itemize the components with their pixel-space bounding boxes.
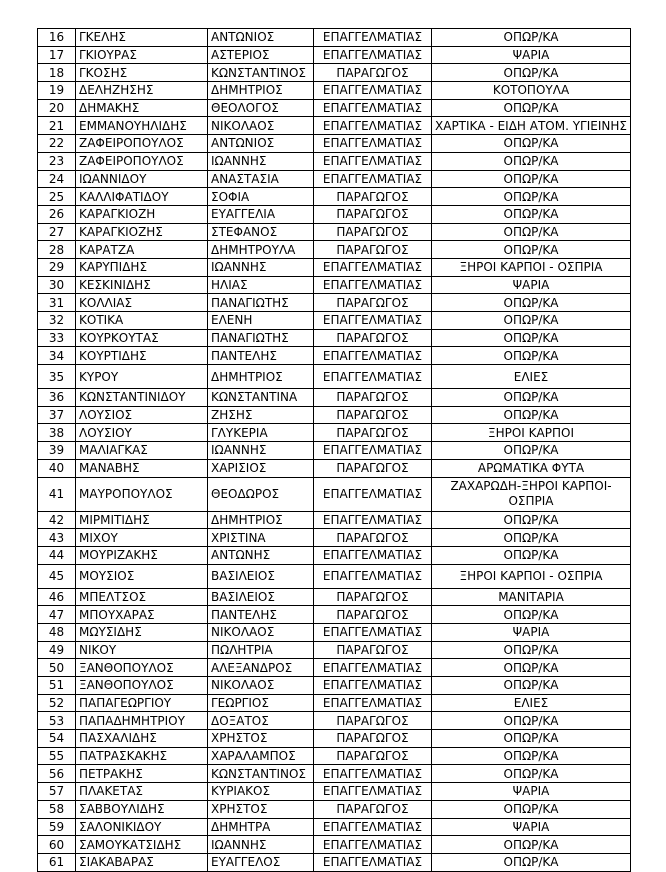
table-row — [38, 29, 631, 47]
product-cell: ΞΗΡΟΙ ΚΑΡΠΟΙ - ΟΣΠΡΙΑ — [432, 258, 631, 276]
table-row — [38, 747, 631, 765]
surname-cell: ΜΑΥΡΟΠΟΥΛΟΣ — [76, 477, 208, 511]
row-number-cell: 16 — [38, 29, 76, 47]
surname-cell: ΕΜΜΑΝΟΥΗΛΙΔΗΣ — [76, 117, 208, 135]
surname-cell: ΠΑΠΑΔΗΜΗΤΡΙΟΥ — [76, 712, 208, 730]
first-name-cell: ΔΟΞΑΤΟΣ — [208, 712, 314, 730]
surname-cell: ΣΑΛΟΝΙΚΙΔΟΥ — [76, 818, 208, 836]
category-cell: ΕΠΑΓΓΕΛΜΑΤΙΑΣ — [314, 765, 432, 783]
table-row — [38, 442, 631, 460]
surname-cell: ΝΙΚΟΥ — [76, 641, 208, 659]
category-cell: ΕΠΑΓΓΕΛΜΑΤΙΑΣ — [314, 677, 432, 695]
product-cell: ΟΠΩΡ/ΚΑ — [432, 442, 631, 460]
category-cell: ΠΑΡΑΓΩΓΟΣ — [314, 712, 432, 730]
first-name-cell: ΑΝΤΩΝΗΣ — [208, 546, 314, 564]
row-number-cell: 56 — [38, 765, 76, 783]
table-row — [38, 258, 631, 276]
product-cell: ΟΠΩΡ/ΚΑ — [432, 836, 631, 854]
vendor-table-body — [38, 29, 631, 872]
category-cell: ΕΠΑΓΓΕΛΜΑΤΙΑΣ — [314, 694, 432, 712]
row-number-cell: 57 — [38, 783, 76, 801]
first-name-cell: ΒΑΣΙΛΕΙΟΣ — [208, 588, 314, 606]
first-name-cell: ΧΡΙΣΤΙΝΑ — [208, 529, 314, 547]
category-cell: ΠΑΡΑΓΩΓΟΣ — [314, 188, 432, 206]
surname-cell: ΔΕΛΗΖΗΣΗΣ — [76, 82, 208, 100]
row-number-cell: 43 — [38, 529, 76, 547]
surname-cell: ΛΟΥΣΙΟΥ — [76, 424, 208, 442]
product-cell: ΟΠΩΡ/ΚΑ — [432, 730, 631, 748]
category-cell: ΠΑΡΑΓΩΓΟΣ — [314, 424, 432, 442]
surname-cell: ΠΑΣΧΑΛΙΔΗΣ — [76, 730, 208, 748]
product-cell: ΧΑΡΤΙΚΑ - ΕΙΔΗ ΑΤΟΜ. ΥΓΙΕΙΝΗΣ — [432, 117, 631, 135]
row-number-cell: 49 — [38, 641, 76, 659]
product-cell: ΨΑΡΙΑ — [432, 46, 631, 64]
table-row — [38, 836, 631, 854]
surname-cell: ΚΕΣΚΙΝΙΔΗΣ — [76, 276, 208, 294]
first-name-cell: ΑΣΤΕΡΙΟΣ — [208, 46, 314, 64]
first-name-cell: ΕΥΑΓΓΕΛΟΣ — [208, 853, 314, 871]
table-row — [38, 99, 631, 117]
category-cell: ΕΠΑΓΓΕΛΜΑΤΙΑΣ — [314, 442, 432, 460]
row-number-cell: 46 — [38, 588, 76, 606]
surname-cell: ΣΑΒΒΟΥΛΙΔΗΣ — [76, 800, 208, 818]
product-cell: ΟΠΩΡ/ΚΑ — [432, 406, 631, 424]
table-row — [38, 188, 631, 206]
category-cell: ΕΠΑΓΓΕΛΜΑΤΙΑΣ — [314, 82, 432, 100]
row-number-cell: 18 — [38, 64, 76, 82]
first-name-cell: ΚΩΝΣΤΑΝΤΙΝΟΣ — [208, 765, 314, 783]
first-name-cell: ΣΤΕΦΑΝΟΣ — [208, 223, 314, 241]
first-name-cell: ΘΕΟΔΩΡΟΣ — [208, 477, 314, 511]
row-number-cell: 58 — [38, 800, 76, 818]
row-number-cell: 53 — [38, 712, 76, 730]
category-cell: ΕΠΑΓΓΕΛΜΑΤΙΑΣ — [314, 117, 432, 135]
surname-cell: ΖΑΦΕΙΡΟΠΟΥΛΟΣ — [76, 152, 208, 170]
first-name-cell: ΓΕΩΡΓΙΟΣ — [208, 694, 314, 712]
product-cell: ΕΛΙΕΣ — [432, 694, 631, 712]
surname-cell: ΠΑΤΡΑΣΚΑΚΗΣ — [76, 747, 208, 765]
category-cell: ΠΑΡΑΓΩΓΟΣ — [314, 606, 432, 624]
product-cell: ΟΠΩΡ/ΚΑ — [432, 800, 631, 818]
row-number-cell: 32 — [38, 312, 76, 330]
table-row — [38, 424, 631, 442]
row-number-cell: 52 — [38, 694, 76, 712]
first-name-cell: ΘΕΟΛΟΓΟΣ — [208, 99, 314, 117]
row-number-cell: 20 — [38, 99, 76, 117]
table-row — [38, 783, 631, 801]
table-row — [38, 347, 631, 365]
row-number-cell: 60 — [38, 836, 76, 854]
surname-cell: ΚΑΡΑΓΚΙΟΖΗΣ — [76, 223, 208, 241]
row-number-cell: 28 — [38, 241, 76, 259]
surname-cell: ΜΑΛΙΑΓΚΑΣ — [76, 442, 208, 460]
surname-cell: ΓΚΙΟΥΡΑΣ — [76, 46, 208, 64]
surname-cell: ΣΑΜΟΥΚΑΤΣΙΔΗΣ — [76, 836, 208, 854]
row-number-cell: 29 — [38, 258, 76, 276]
row-number-cell: 54 — [38, 730, 76, 748]
table-row — [38, 511, 631, 529]
category-cell: ΠΑΡΑΓΩΓΟΣ — [314, 588, 432, 606]
product-cell: ΟΠΩΡ/ΚΑ — [432, 99, 631, 117]
product-cell: ΟΠΩΡ/ΚΑ — [432, 170, 631, 188]
table-row — [38, 546, 631, 564]
surname-cell: ΜΙΧΟΥ — [76, 529, 208, 547]
table-row — [38, 205, 631, 223]
product-cell: ΑΡΩΜΑΤΙΚΑ ΦΥΤΑ — [432, 459, 631, 477]
surname-cell: ΞΑΝΘΟΠΟΥΛΟΣ — [76, 677, 208, 695]
table-row — [38, 712, 631, 730]
product-cell: ΟΠΩΡ/ΚΑ — [432, 606, 631, 624]
first-name-cell: ΝΙΚΟΛΑΟΣ — [208, 117, 314, 135]
first-name-cell: ΝΙΚΟΛΑΟΣ — [208, 623, 314, 641]
first-name-cell: ΚΩΝΣΤΑΝΤΙΝΑ — [208, 389, 314, 407]
table-row — [38, 694, 631, 712]
first-name-cell: ΑΝΤΩΝΙΟΣ — [208, 29, 314, 47]
product-cell: ΟΠΩΡ/ΚΑ — [432, 329, 631, 347]
table-row — [38, 170, 631, 188]
table-row — [38, 588, 631, 606]
surname-cell: ΚΑΛΛΙΦΑΤΙΔΟΥ — [76, 188, 208, 206]
product-cell: ΟΠΩΡ/ΚΑ — [432, 347, 631, 365]
category-cell: ΠΑΡΑΓΩΓΟΣ — [314, 459, 432, 477]
surname-cell: ΚΑΡΑΓΚΙΟΖΗ — [76, 205, 208, 223]
row-number-cell: 41 — [38, 477, 76, 511]
table-row — [38, 477, 631, 511]
category-cell: ΕΠΑΓΓΕΛΜΑΤΙΑΣ — [314, 170, 432, 188]
product-cell: ΟΠΩΡ/ΚΑ — [432, 659, 631, 677]
table-row — [38, 564, 631, 588]
surname-cell: ΚΟΥΡΤΙΔΗΣ — [76, 347, 208, 365]
vendor-table — [37, 28, 631, 872]
surname-cell: ΠΛΑΚΕΤΑΣ — [76, 783, 208, 801]
row-number-cell: 39 — [38, 442, 76, 460]
table-row — [38, 459, 631, 477]
category-cell: ΕΠΑΓΓΕΛΜΑΤΙΑΣ — [314, 818, 432, 836]
row-number-cell: 21 — [38, 117, 76, 135]
row-number-cell: 42 — [38, 511, 76, 529]
row-number-cell: 31 — [38, 294, 76, 312]
first-name-cell: ΧΑΡΑΛΑΜΠΟΣ — [208, 747, 314, 765]
first-name-cell: ΠΑΝΤΕΛΗΣ — [208, 606, 314, 624]
table-row — [38, 64, 631, 82]
table-row — [38, 312, 631, 330]
first-name-cell: ΙΩΑΝΝΗΣ — [208, 836, 314, 854]
category-cell: ΕΠΑΓΓΕΛΜΑΤΙΑΣ — [314, 365, 432, 389]
row-number-cell: 50 — [38, 659, 76, 677]
table-row — [38, 623, 631, 641]
category-cell: ΕΠΑΓΓΕΛΜΑΤΙΑΣ — [314, 312, 432, 330]
table-row — [38, 606, 631, 624]
surname-cell: ΚΟΥΡΚΟΥΤΑΣ — [76, 329, 208, 347]
row-number-cell: 51 — [38, 677, 76, 695]
table-row — [38, 818, 631, 836]
row-number-cell: 23 — [38, 152, 76, 170]
category-cell: ΠΑΡΑΓΩΓΟΣ — [314, 641, 432, 659]
first-name-cell: ΠΩΛΗΤΡΙΑ — [208, 641, 314, 659]
surname-cell: ΚΩΝΣΤΑΝΤΙΝΙΔΟΥ — [76, 389, 208, 407]
product-cell: ΟΠΩΡ/ΚΑ — [432, 511, 631, 529]
surname-cell: ΠΕΤΡΑΚΗΣ — [76, 765, 208, 783]
first-name-cell: ΔΗΜΗΤΡΙΟΣ — [208, 82, 314, 100]
table-row — [38, 241, 631, 259]
table-row — [38, 365, 631, 389]
category-cell: ΕΠΑΓΓΕΛΜΑΤΙΑΣ — [314, 564, 432, 588]
product-cell: ΨΑΡΙΑ — [432, 276, 631, 294]
category-cell: ΕΠΑΓΓΕΛΜΑΤΙΑΣ — [314, 347, 432, 365]
vendor-table-container — [37, 28, 631, 872]
surname-cell: ΚΑΡΥΠΙΔΗΣ — [76, 258, 208, 276]
first-name-cell: ΒΑΣΙΛΕΙΟΣ — [208, 564, 314, 588]
product-cell: ΞΗΡΟΙ ΚΑΡΠΟΙ — [432, 424, 631, 442]
row-number-cell: 36 — [38, 389, 76, 407]
row-number-cell: 34 — [38, 347, 76, 365]
category-cell: ΠΑΡΑΓΩΓΟΣ — [314, 730, 432, 748]
table-row — [38, 853, 631, 871]
surname-cell: ΜΙΡΜΙΤΙΔΗΣ — [76, 511, 208, 529]
surname-cell: ΜΠΟΥΧΑΡΑΣ — [76, 606, 208, 624]
category-cell: ΕΠΑΓΓΕΛΜΑΤΙΑΣ — [314, 258, 432, 276]
category-cell: ΠΑΡΑΓΩΓΟΣ — [314, 294, 432, 312]
product-cell: ΟΠΩΡ/ΚΑ — [432, 712, 631, 730]
row-number-cell: 24 — [38, 170, 76, 188]
product-cell: ΞΗΡΟΙ ΚΑΡΠΟΙ - ΟΣΠΡΙΑ — [432, 564, 631, 588]
product-cell: ΟΠΩΡ/ΚΑ — [432, 64, 631, 82]
first-name-cell: ΗΛΙΑΣ — [208, 276, 314, 294]
product-cell: ΜΑΝΙΤΑΡΙΑ — [432, 588, 631, 606]
first-name-cell: ΔΗΜΗΤΡΑ — [208, 818, 314, 836]
row-number-cell: 61 — [38, 853, 76, 871]
product-cell: ΟΠΩΡ/ΚΑ — [432, 389, 631, 407]
category-cell: ΕΠΑΓΓΕΛΜΑΤΙΑΣ — [314, 546, 432, 564]
category-cell: ΠΑΡΑΓΩΓΟΣ — [314, 205, 432, 223]
first-name-cell: ΝΙΚΟΛΑΟΣ — [208, 677, 314, 695]
table-row — [38, 659, 631, 677]
row-number-cell: 37 — [38, 406, 76, 424]
row-number-cell: 33 — [38, 329, 76, 347]
surname-cell: ΠΑΠΑΓΕΩΡΓΙΟΥ — [76, 694, 208, 712]
category-cell: ΠΑΡΑΓΩΓΟΣ — [314, 800, 432, 818]
category-cell: ΕΠΑΓΓΕΛΜΑΤΙΑΣ — [314, 29, 432, 47]
category-cell: ΠΑΡΑΓΩΓΟΣ — [314, 406, 432, 424]
first-name-cell: ΙΩΑΝΝΗΣ — [208, 258, 314, 276]
row-number-cell: 22 — [38, 135, 76, 153]
row-number-cell: 59 — [38, 818, 76, 836]
product-cell: ΟΠΩΡ/ΚΑ — [432, 223, 631, 241]
category-cell: ΠΑΡΑΓΩΓΟΣ — [314, 389, 432, 407]
surname-cell: ΜΟΥΣΙΟΣ — [76, 564, 208, 588]
first-name-cell: ΙΩΑΝΝΗΣ — [208, 152, 314, 170]
table-row — [38, 389, 631, 407]
category-cell: ΕΠΑΓΓΕΛΜΑΤΙΑΣ — [314, 623, 432, 641]
row-number-cell: 19 — [38, 82, 76, 100]
first-name-cell: ΑΝΑΣΤΑΣΙΑ — [208, 170, 314, 188]
surname-cell: ΚΟΤΙΚΑ — [76, 312, 208, 330]
category-cell: ΠΑΡΑΓΩΓΟΣ — [314, 529, 432, 547]
table-row — [38, 406, 631, 424]
row-number-cell: 27 — [38, 223, 76, 241]
surname-cell: ΜΑΝΑΒΗΣ — [76, 459, 208, 477]
surname-cell: ΓΚΕΛΗΣ — [76, 29, 208, 47]
surname-cell: ΓΚΟΣΗΣ — [76, 64, 208, 82]
product-cell: ΟΠΩΡ/ΚΑ — [432, 152, 631, 170]
surname-cell: ΚΟΛΛΙΑΣ — [76, 294, 208, 312]
row-number-cell: 35 — [38, 365, 76, 389]
category-cell: ΕΠΑΓΓΕΛΜΑΤΙΑΣ — [314, 783, 432, 801]
row-number-cell: 47 — [38, 606, 76, 624]
first-name-cell: ΣΟΦΙΑ — [208, 188, 314, 206]
surname-cell: ΔΗΜΑΚΗΣ — [76, 99, 208, 117]
surname-cell: ΙΩΑΝΝΙΔΟΥ — [76, 170, 208, 188]
row-number-cell: 30 — [38, 276, 76, 294]
product-cell: ΟΠΩΡ/ΚΑ — [432, 188, 631, 206]
table-row — [38, 730, 631, 748]
table-row — [38, 135, 631, 153]
product-cell: ΟΠΩΡ/ΚΑ — [432, 641, 631, 659]
surname-cell: ΖΑΦΕΙΡΟΠΟΥΛΟΣ — [76, 135, 208, 153]
table-row — [38, 294, 631, 312]
category-cell: ΠΑΡΑΓΩΓΟΣ — [314, 329, 432, 347]
category-cell: ΕΠΑΓΓΕΛΜΑΤΙΑΣ — [314, 477, 432, 511]
surname-cell: ΜΟΥΡΙΖΑΚΗΣ — [76, 546, 208, 564]
product-cell: ΟΠΩΡ/ΚΑ — [432, 241, 631, 259]
product-cell: ΟΠΩΡ/ΚΑ — [432, 312, 631, 330]
product-cell: ΟΠΩΡ/ΚΑ — [432, 677, 631, 695]
product-cell: ΨΑΡΙΑ — [432, 623, 631, 641]
product-cell: ΟΠΩΡ/ΚΑ — [432, 765, 631, 783]
product-cell: ΟΠΩΡ/ΚΑ — [432, 29, 631, 47]
surname-cell: ΛΟΥΣΙΟΣ — [76, 406, 208, 424]
surname-cell: ΞΑΝΘΟΠΟΥΛΟΣ — [76, 659, 208, 677]
category-cell: ΕΠΑΓΓΕΛΜΑΤΙΑΣ — [314, 511, 432, 529]
product-cell: ΨΑΡΙΑ — [432, 818, 631, 836]
surname-cell: ΚΑΡΑΤΖΑ — [76, 241, 208, 259]
product-cell: ΟΠΩΡ/ΚΑ — [432, 853, 631, 871]
table-row — [38, 677, 631, 695]
first-name-cell: ΙΩΑΝΝΗΣ — [208, 442, 314, 460]
table-row — [38, 117, 631, 135]
category-cell: ΠΑΡΑΓΩΓΟΣ — [314, 747, 432, 765]
table-row — [38, 276, 631, 294]
first-name-cell: ΑΝΤΩΝΙΟΣ — [208, 135, 314, 153]
category-cell: ΕΠΑΓΓΕΛΜΑΤΙΑΣ — [314, 99, 432, 117]
category-cell: ΠΑΡΑΓΩΓΟΣ — [314, 223, 432, 241]
first-name-cell: ΕΛΕΝΗ — [208, 312, 314, 330]
row-number-cell: 38 — [38, 424, 76, 442]
surname-cell: ΜΠΕΛΤΣΟΣ — [76, 588, 208, 606]
first-name-cell: ΧΡΗΣΤΟΣ — [208, 730, 314, 748]
table-row — [38, 152, 631, 170]
category-cell: ΕΠΑΓΓΕΛΜΑΤΙΑΣ — [314, 853, 432, 871]
product-cell: ΟΠΩΡ/ΚΑ — [432, 205, 631, 223]
category-cell: ΕΠΑΓΓΕΛΜΑΤΙΑΣ — [314, 276, 432, 294]
first-name-cell: ΠΑΝΑΓΙΩΤΗΣ — [208, 329, 314, 347]
first-name-cell: ΠΑΝΑΓΙΩΤΗΣ — [208, 294, 314, 312]
first-name-cell: ΔΗΜΗΤΡΟΥΛΑ — [208, 241, 314, 259]
row-number-cell: 40 — [38, 459, 76, 477]
row-number-cell: 45 — [38, 564, 76, 588]
first-name-cell: ΔΗΜΗΤΡΙΟΣ — [208, 511, 314, 529]
product-cell: ΖΑΧΑΡΩΔΗ-ΞΗΡΟΙ ΚΑΡΠΟΙ-ΟΣΠΡΙΑ — [432, 477, 631, 511]
product-cell: ΟΠΩΡ/ΚΑ — [432, 135, 631, 153]
category-cell: ΕΠΑΓΓΕΛΜΑΤΙΑΣ — [314, 46, 432, 64]
first-name-cell: ΓΛΥΚΕΡΙΑ — [208, 424, 314, 442]
row-number-cell: 26 — [38, 205, 76, 223]
first-name-cell: ΔΗΜΗΤΡΙΟΣ — [208, 365, 314, 389]
first-name-cell: ΑΛΕΞΑΝΔΡΟΣ — [208, 659, 314, 677]
first-name-cell: ΠΑΝΤΕΛΗΣ — [208, 347, 314, 365]
row-number-cell: 44 — [38, 546, 76, 564]
table-row — [38, 641, 631, 659]
table-row — [38, 46, 631, 64]
product-cell: ΟΠΩΡ/ΚΑ — [432, 529, 631, 547]
category-cell: ΕΠΑΓΓΕΛΜΑΤΙΑΣ — [314, 135, 432, 153]
surname-cell: ΣΙΑΚΑΒΑΡΑΣ — [76, 853, 208, 871]
table-row — [38, 800, 631, 818]
category-cell: ΕΠΑΓΓΕΛΜΑΤΙΑΣ — [314, 659, 432, 677]
category-cell: ΕΠΑΓΓΕΛΜΑΤΙΑΣ — [314, 836, 432, 854]
product-cell: ΟΠΩΡ/ΚΑ — [432, 546, 631, 564]
category-cell: ΠΑΡΑΓΩΓΟΣ — [314, 241, 432, 259]
first-name-cell: ΚΩΝΣΤΑΝΤΙΝΟΣ — [208, 64, 314, 82]
table-row — [38, 529, 631, 547]
table-row — [38, 82, 631, 100]
table-row — [38, 765, 631, 783]
product-cell: ΟΠΩΡ/ΚΑ — [432, 747, 631, 765]
product-cell: ΨΑΡΙΑ — [432, 783, 631, 801]
surname-cell: ΚΥΡΟΥ — [76, 365, 208, 389]
table-row — [38, 223, 631, 241]
first-name-cell: ΕΥΑΓΓΕΛΙΑ — [208, 205, 314, 223]
row-number-cell: 48 — [38, 623, 76, 641]
surname-cell: ΜΩΥΣΙΔΗΣ — [76, 623, 208, 641]
row-number-cell: 17 — [38, 46, 76, 64]
first-name-cell: ΖΗΣΗΣ — [208, 406, 314, 424]
first-name-cell: ΧΑΡΙΣΙΟΣ — [208, 459, 314, 477]
category-cell: ΕΠΑΓΓΕΛΜΑΤΙΑΣ — [314, 152, 432, 170]
product-cell: ΟΠΩΡ/ΚΑ — [432, 294, 631, 312]
row-number-cell: 25 — [38, 188, 76, 206]
row-number-cell: 55 — [38, 747, 76, 765]
product-cell: ΕΛΙΕΣ — [432, 365, 631, 389]
first-name-cell: ΚΥΡΙΑΚΟΣ — [208, 783, 314, 801]
table-row — [38, 329, 631, 347]
product-cell: ΚΟΤΟΠΟΥΛΑ — [432, 82, 631, 100]
category-cell: ΠΑΡΑΓΩΓΟΣ — [314, 64, 432, 82]
first-name-cell: ΧΡΗΣΤΟΣ — [208, 800, 314, 818]
